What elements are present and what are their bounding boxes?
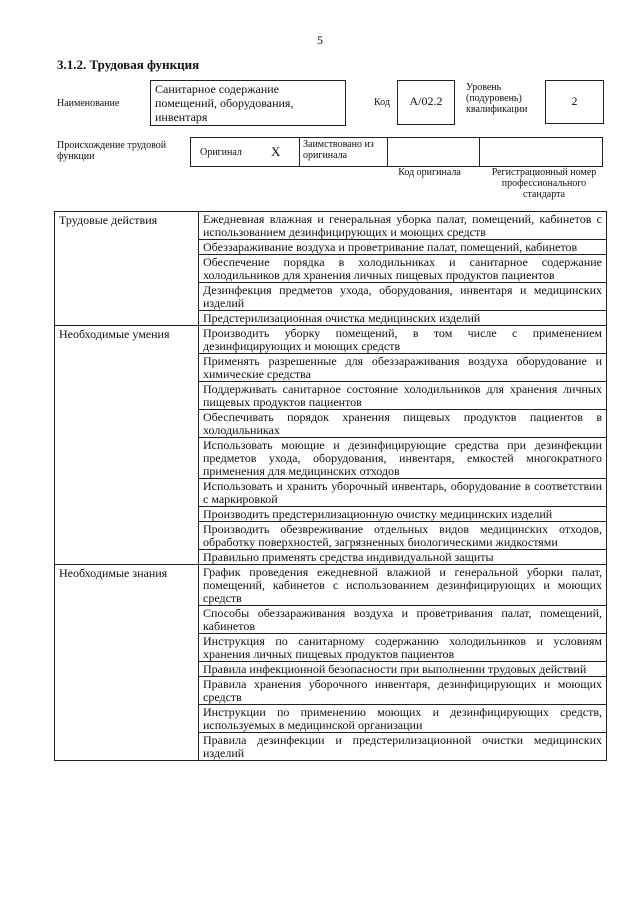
original-label: Оригинал	[200, 147, 242, 158]
item-cell: Инструкция по санитарному содержанию холодильников и условиям хранения личных пищевых продуктов пациентов	[199, 634, 607, 662]
item-cell: Правила дезинфекции и предстерилизационной очистки медицинских изделий	[199, 733, 607, 761]
table-row	[55, 326, 607, 354]
item-cell: Правила хранения уборочного инвентаря, дезинфицирующих и моющих средств	[199, 677, 607, 705]
level-value-box: 2	[545, 80, 604, 124]
original-mark: X	[271, 144, 281, 159]
code-original-caption: Код оригинала	[398, 167, 461, 178]
function-name-box: Санитарное содержание помещений, оборудования, инвентаря	[150, 80, 346, 126]
item-cell: Использовать и хранить уборочный инвентарь, оборудование в соответствии с маркировкой	[199, 479, 607, 507]
table-row	[55, 565, 607, 606]
item-cell: Правильно применять средства индивидуальной защиты	[199, 550, 607, 565]
reg-number-cell	[479, 137, 603, 167]
item-cell: Правила инфекционной безопасности при выполнении трудовых действий	[199, 662, 607, 677]
table-row	[55, 212, 607, 240]
name-label: Наименование	[57, 98, 120, 109]
category-cell: Трудовые действия	[55, 212, 199, 326]
item-cell: График проведения ежедневной влажной и генеральной уборки палат, помещений, кабинетов с использованием дезинфицирующих и моющих средств	[199, 565, 607, 606]
item-cell: Производить предстерилизационную очистку медицинских изделий	[199, 507, 607, 522]
category-cell: Необходимые знания	[55, 565, 199, 761]
borrowed-cell: Заимствовано из оригинала	[299, 137, 388, 167]
item-cell: Дезинфекция предметов ухода, оборудования, инвентаря и медицинских изделий	[199, 283, 607, 311]
item-cell: Инструкции по применению моющих и дезинфицирующих средств, используемых в медицинской организации	[199, 705, 607, 733]
page-number: 5	[317, 33, 323, 47]
code-value-box: А/02.2	[397, 80, 455, 125]
item-cell: Обеззараживание воздуха и проветривание палат, помещений, кабинетов	[199, 240, 607, 255]
item-cell: Производить уборку помещений, в том числе с применением дезинфицирующих и моющих средств	[199, 326, 607, 354]
origin-label: Происхождение трудовой функции	[57, 140, 167, 162]
labor-function-table	[54, 211, 607, 761]
item-cell: Ежедневная влажная и генеральная уборка палат, помещений, кабинетов с использованием дезинфицирующих и моющих средств	[199, 212, 607, 240]
item-cell: Предстерилизационная очистка медицинских изделий	[199, 311, 607, 326]
category-cell: Необходимые умения	[55, 326, 199, 565]
original-cell	[190, 137, 300, 167]
level-label: Уровень (подуровень) квалификации	[466, 82, 528, 115]
item-cell: Производить обезвреживание отдельных видов медицинских отходов, обработку поверхностей, загрязненных биологическими жидкостями	[199, 522, 607, 550]
item-cell: Обеспечение порядка в холодильниках и санитарное содержание холодильников для хранения личных пищевых продуктов пациентов	[199, 255, 607, 283]
item-cell: Использовать моющие и дезинфицирующие средства при дезинфекции предметов ухода, оборудования, инвентаря, емкостей многократного применения для медицинских отходов	[199, 438, 607, 479]
item-cell: Обеспечивать порядок хранения пищевых продуктов пациентов в холодильниках	[199, 410, 607, 438]
code-label: Код	[374, 97, 390, 108]
item-cell: Способы обеззараживания воздуха и проветривания палат, помещений, кабинетов	[199, 606, 607, 634]
code-original-cell	[387, 137, 480, 167]
section-title: 3.1.2. Трудовая функция	[57, 57, 200, 72]
origin-row	[190, 137, 604, 167]
reg-number-caption: Регистрационный номер профессионального стандарта	[491, 167, 597, 200]
item-cell: Применять разрешенные для обеззараживания воздуха оборудование и химические средства	[199, 354, 607, 382]
item-cell: Поддерживать санитарное состояние холодильников для хранения личных пищевых продуктов пациентов	[199, 382, 607, 410]
